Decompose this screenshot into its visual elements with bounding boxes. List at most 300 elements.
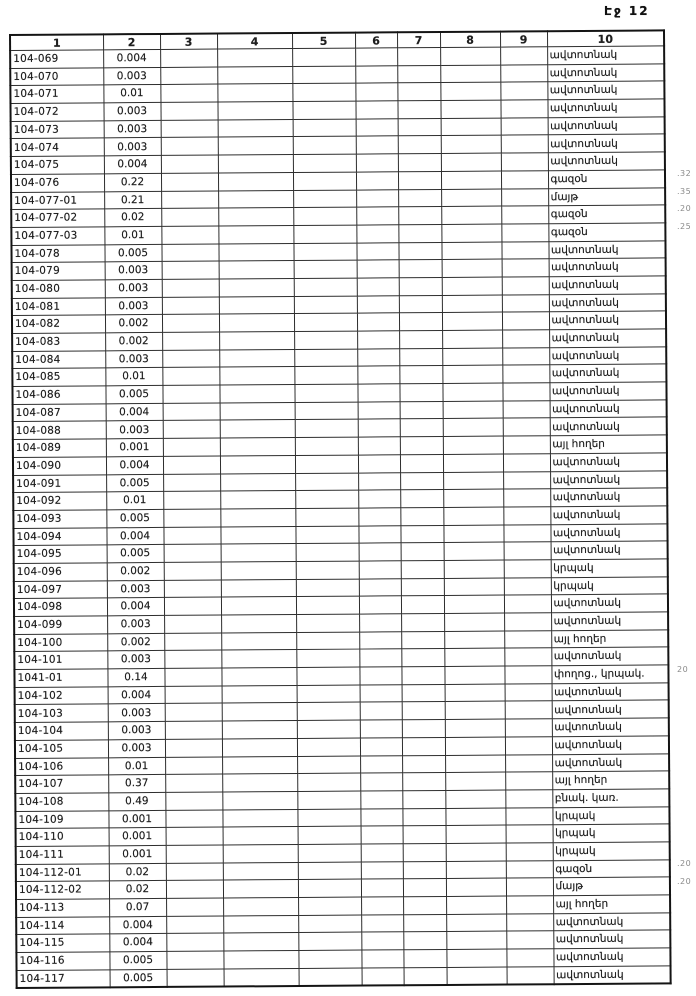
empty-cell xyxy=(503,489,550,507)
empty-cell xyxy=(294,313,357,331)
area-value-cell: 0.01 xyxy=(103,85,160,103)
column-header: 5 xyxy=(292,33,355,49)
empty-cell xyxy=(218,225,293,243)
pencil-margin-note: .20 xyxy=(677,859,692,869)
empty-cell xyxy=(356,189,398,207)
empty-cell xyxy=(403,879,446,897)
empty-cell xyxy=(162,385,219,403)
empty-cell xyxy=(356,242,398,260)
empty-cell xyxy=(500,82,547,100)
land-use-cell: մայթ xyxy=(548,187,665,206)
empty-cell xyxy=(219,385,294,403)
empty-cell xyxy=(161,226,218,244)
empty-cell xyxy=(164,650,221,668)
parcel-id-cell: 104-100 xyxy=(14,634,107,652)
empty-cell xyxy=(445,684,505,702)
parcel-id-cell: 104-070 xyxy=(10,68,103,86)
empty-cell xyxy=(356,172,398,190)
empty-cell xyxy=(296,632,359,650)
empty-cell xyxy=(222,774,297,792)
parcel-id-cell: 104-079 xyxy=(12,262,105,280)
empty-cell xyxy=(166,845,223,863)
empty-cell xyxy=(400,454,443,472)
empty-cell xyxy=(292,83,355,101)
empty-cell xyxy=(221,597,296,615)
empty-cell xyxy=(223,862,298,880)
land-use-cell: ավտոտնակ xyxy=(550,417,667,436)
empty-cell xyxy=(502,330,549,348)
empty-cell xyxy=(500,47,547,65)
empty-cell xyxy=(505,701,552,719)
parcel-id-cell: 104-071 xyxy=(10,85,103,103)
empty-cell xyxy=(358,472,400,490)
empty-cell xyxy=(358,525,400,543)
area-value-cell: 0.02 xyxy=(104,209,161,227)
empty-cell xyxy=(360,738,402,756)
empty-cell xyxy=(440,82,500,100)
empty-cell xyxy=(442,312,502,330)
land-use-cell: ավտոտնակ xyxy=(549,329,666,348)
empty-cell xyxy=(160,67,217,85)
empty-cell xyxy=(357,331,399,349)
empty-cell xyxy=(504,595,551,613)
parcel-id-cell: 104-112-02 xyxy=(16,881,109,899)
column-header: 10 xyxy=(547,30,664,46)
area-value-cell: 0.01 xyxy=(108,757,165,775)
area-value-cell: 0.003 xyxy=(108,704,165,722)
land-use-cell: ավտոտնակ xyxy=(547,64,664,83)
empty-cell xyxy=(398,171,441,189)
land-use-cell: ավտոտնակ xyxy=(550,506,667,525)
empty-cell xyxy=(399,277,442,295)
parcel-id-cell: 104-086 xyxy=(12,386,105,404)
empty-cell xyxy=(506,896,553,914)
empty-cell xyxy=(219,314,294,332)
pencil-margin-note: .20 xyxy=(677,876,692,886)
page-number-label: Էջ 12 xyxy=(604,4,650,18)
area-value-cell: 0.001 xyxy=(109,845,166,863)
land-use-cell: ավտոտնակ xyxy=(549,311,666,330)
empty-cell xyxy=(502,312,549,330)
empty-cell xyxy=(217,84,292,102)
area-value-cell: 0.002 xyxy=(107,633,164,651)
empty-cell xyxy=(505,719,552,737)
empty-cell xyxy=(166,880,223,898)
land-use-cell: ավտոտնակ xyxy=(550,523,667,542)
parcel-id-cell: 104-110 xyxy=(16,828,109,846)
empty-cell xyxy=(164,562,221,580)
empty-cell xyxy=(166,863,223,881)
parcel-id-cell: 104-074 xyxy=(11,138,104,156)
empty-cell xyxy=(360,720,402,738)
empty-cell xyxy=(162,297,219,315)
parcel-id-cell: 104-095 xyxy=(14,545,107,563)
pencil-margin-note: .32 xyxy=(677,168,692,178)
empty-cell xyxy=(502,277,549,295)
empty-cell xyxy=(294,366,357,384)
empty-cell xyxy=(441,224,501,242)
empty-cell xyxy=(357,366,399,384)
empty-cell xyxy=(223,827,298,845)
empty-cell xyxy=(361,826,403,844)
land-use-cell: ավտոտնակ xyxy=(550,400,667,419)
empty-cell xyxy=(504,630,551,648)
empty-cell xyxy=(220,455,295,473)
land-use-cell: այլ հողեր xyxy=(553,895,670,914)
empty-cell xyxy=(443,507,503,525)
empty-cell xyxy=(220,508,295,526)
empty-cell xyxy=(222,721,297,739)
land-use-cell: ավտոտնակ xyxy=(552,700,669,719)
land-use-cell: կրպակ xyxy=(553,824,670,843)
parcel-id-cell: 104-104 xyxy=(15,722,108,740)
empty-cell xyxy=(503,507,550,525)
parcel-id-cell: 104-112-01 xyxy=(16,863,109,881)
empty-cell xyxy=(357,313,399,331)
empty-cell xyxy=(503,454,550,472)
empty-cell xyxy=(223,951,298,969)
empty-cell xyxy=(166,951,223,969)
empty-cell xyxy=(446,896,506,914)
empty-cell xyxy=(293,207,356,225)
parcel-id-cell: 104-092 xyxy=(13,492,106,510)
empty-cell xyxy=(355,65,397,83)
land-use-cell: ավտոտնակ xyxy=(552,753,669,772)
empty-cell xyxy=(221,579,296,597)
empty-cell xyxy=(443,419,503,437)
empty-cell xyxy=(357,278,399,296)
area-value-cell: 0.003 xyxy=(106,421,163,439)
empty-cell xyxy=(403,914,446,932)
empty-cell xyxy=(442,277,502,295)
land-use-cell: ավտոտնակ xyxy=(547,81,664,100)
empty-cell xyxy=(221,650,296,668)
land-use-cell: ավտոտնակ xyxy=(549,258,666,277)
empty-cell xyxy=(358,419,400,437)
empty-cell xyxy=(219,349,294,367)
empty-cell xyxy=(504,666,551,684)
empty-cell xyxy=(218,119,293,137)
empty-cell xyxy=(506,913,553,931)
empty-cell xyxy=(217,66,292,84)
empty-cell xyxy=(293,243,356,261)
empty-cell xyxy=(161,155,218,173)
empty-cell xyxy=(223,933,298,951)
empty-cell xyxy=(295,437,358,455)
empty-cell xyxy=(296,667,359,685)
empty-cell xyxy=(503,436,550,454)
parcel-id-cell: 1041-01 xyxy=(14,669,107,687)
land-use-cell: ավտոտնակ xyxy=(551,612,668,631)
empty-cell xyxy=(163,509,220,527)
area-value-cell: 0.003 xyxy=(105,297,162,315)
empty-cell xyxy=(505,807,552,825)
land-use-cell: գազօն xyxy=(553,860,670,879)
empty-cell xyxy=(298,897,361,915)
empty-cell xyxy=(441,153,501,171)
empty-cell xyxy=(401,649,444,667)
land-use-cell: ավտոտնակ xyxy=(549,294,666,313)
empty-cell xyxy=(162,279,219,297)
land-use-cell: ավտոտնակ xyxy=(549,382,666,401)
empty-cell xyxy=(403,843,446,861)
empty-cell xyxy=(163,456,220,474)
parcel-id-cell: 104-075 xyxy=(11,156,104,174)
empty-cell xyxy=(164,633,221,651)
empty-cell xyxy=(444,595,504,613)
area-value-cell: 0.001 xyxy=(108,810,165,828)
pencil-margin-note: .20 xyxy=(677,204,692,214)
area-value-cell: 0.21 xyxy=(104,191,161,209)
area-value-cell: 0.07 xyxy=(109,898,166,916)
land-use-cell: ավտոտնակ xyxy=(552,718,669,737)
empty-cell xyxy=(219,332,294,350)
parcel-id-cell: 104-081 xyxy=(12,297,105,315)
parcel-id-cell: 104-069 xyxy=(10,50,103,68)
empty-cell xyxy=(358,455,400,473)
empty-cell xyxy=(445,701,505,719)
empty-cell xyxy=(397,47,440,65)
parcel-id-cell: 104-103 xyxy=(15,704,108,722)
land-use-cell: ավտոտնակ xyxy=(548,134,665,153)
parcel-id-cell: 104-108 xyxy=(15,793,108,811)
empty-cell xyxy=(164,615,221,633)
empty-cell xyxy=(506,843,553,861)
empty-cell xyxy=(443,436,503,454)
empty-cell xyxy=(161,244,218,262)
cadastral-table xyxy=(9,29,672,988)
empty-cell xyxy=(298,862,361,880)
land-use-cell: ավտոտնակ xyxy=(550,453,667,472)
empty-cell xyxy=(164,580,221,598)
parcel-id-cell: 104-098 xyxy=(14,598,107,616)
empty-cell xyxy=(503,418,550,436)
area-value-cell: 0.003 xyxy=(105,350,162,368)
empty-cell xyxy=(445,790,505,808)
empty-cell xyxy=(401,560,444,578)
empty-cell xyxy=(398,207,441,225)
empty-cell xyxy=(356,225,398,243)
empty-cell xyxy=(506,949,553,967)
land-use-cell: ավտոտնակ xyxy=(551,541,668,560)
parcel-id-cell: 104-080 xyxy=(12,280,105,298)
empty-cell xyxy=(224,968,299,986)
empty-cell xyxy=(402,773,445,791)
empty-cell xyxy=(502,294,549,312)
empty-cell xyxy=(503,471,550,489)
land-use-cell: ավտոտնակ xyxy=(554,966,671,985)
empty-cell xyxy=(440,47,500,65)
empty-cell xyxy=(222,791,297,809)
empty-cell xyxy=(403,896,446,914)
empty-cell xyxy=(163,474,220,492)
empty-cell xyxy=(162,332,219,350)
empty-cell xyxy=(361,844,403,862)
empty-cell xyxy=(400,525,443,543)
land-use-cell: փողոց., կրպակ. xyxy=(551,665,668,684)
empty-cell xyxy=(401,543,444,561)
empty-cell xyxy=(504,577,551,595)
empty-cell xyxy=(445,772,505,790)
empty-cell xyxy=(218,137,293,155)
empty-cell xyxy=(445,719,505,737)
empty-cell xyxy=(399,330,442,348)
empty-cell xyxy=(356,207,398,225)
empty-cell xyxy=(297,809,360,827)
land-use-cell: ավտոտնակ xyxy=(548,240,665,259)
empty-cell xyxy=(359,667,401,685)
empty-cell xyxy=(165,703,222,721)
empty-cell xyxy=(293,190,356,208)
empty-cell xyxy=(397,65,440,83)
empty-cell xyxy=(294,384,357,402)
parcel-id-cell: 104-096 xyxy=(14,563,107,581)
area-value-cell: 0.005 xyxy=(106,509,163,527)
empty-cell xyxy=(504,542,551,560)
parcel-id-cell: 104-077-02 xyxy=(11,209,104,227)
land-use-cell: ավտոտնակ xyxy=(551,594,668,613)
empty-cell xyxy=(504,648,551,666)
land-use-cell: ավտոտնակ xyxy=(547,99,664,118)
cadastral-table-wrap xyxy=(9,29,670,988)
area-value-cell: 0.005 xyxy=(110,969,167,987)
empty-cell xyxy=(503,524,550,542)
parcel-id-cell: 104-082 xyxy=(12,315,105,333)
empty-cell xyxy=(218,208,293,226)
empty-cell xyxy=(361,914,403,932)
empty-cell xyxy=(402,720,445,738)
parcel-id-cell: 104-099 xyxy=(14,616,107,634)
area-value-cell: 0.37 xyxy=(108,775,165,793)
area-value-cell: 0.001 xyxy=(106,439,163,457)
empty-cell xyxy=(443,489,503,507)
empty-cell xyxy=(441,136,501,154)
parcel-id-cell: 104-088 xyxy=(13,421,106,439)
empty-cell xyxy=(295,490,358,508)
empty-cell xyxy=(502,383,549,401)
empty-cell xyxy=(360,773,402,791)
empty-cell xyxy=(442,295,502,313)
empty-cell xyxy=(295,526,358,544)
empty-cell xyxy=(358,402,400,420)
empty-cell xyxy=(293,172,356,190)
empty-cell xyxy=(165,792,222,810)
area-value-cell: 0.003 xyxy=(103,67,160,85)
empty-cell xyxy=(403,861,446,879)
empty-cell xyxy=(446,878,506,896)
land-use-cell: մայթ xyxy=(553,877,670,896)
empty-cell xyxy=(357,295,399,313)
parcel-id-cell: 104-101 xyxy=(14,651,107,669)
empty-cell xyxy=(161,191,218,209)
empty-cell xyxy=(298,950,361,968)
land-use-cell: ավտոտնակ xyxy=(550,488,667,507)
empty-cell xyxy=(355,101,397,119)
empty-cell xyxy=(501,206,548,224)
empty-cell xyxy=(220,526,295,544)
empty-cell xyxy=(505,772,552,790)
parcel-id-cell: 104-097 xyxy=(14,580,107,598)
parcel-id-cell: 104-109 xyxy=(15,810,108,828)
empty-cell xyxy=(359,561,401,579)
empty-cell xyxy=(220,420,295,438)
empty-cell xyxy=(160,49,217,67)
empty-cell xyxy=(218,190,293,208)
empty-cell xyxy=(357,384,399,402)
empty-cell xyxy=(358,437,400,455)
empty-cell xyxy=(222,738,297,756)
empty-cell xyxy=(294,331,357,349)
empty-cell xyxy=(292,66,355,84)
empty-cell xyxy=(403,826,446,844)
empty-cell xyxy=(446,825,506,843)
empty-cell xyxy=(295,420,358,438)
parcel-id-cell: 104-115 xyxy=(16,934,109,952)
land-use-cell: այլ հողեր xyxy=(552,771,669,790)
empty-cell xyxy=(400,401,443,419)
parcel-id-cell: 104-107 xyxy=(15,775,108,793)
empty-cell xyxy=(356,119,398,137)
column-header: 7 xyxy=(397,32,440,48)
empty-cell xyxy=(220,473,295,491)
empty-cell xyxy=(403,932,446,950)
parcel-id-cell: 104-077-03 xyxy=(11,227,104,245)
table-row xyxy=(17,966,671,988)
empty-cell xyxy=(402,755,445,773)
land-use-cell: ավտոտնակ xyxy=(552,736,669,755)
empty-cell xyxy=(361,932,403,950)
empty-cell xyxy=(444,666,504,684)
area-value-cell: 0.004 xyxy=(103,49,160,67)
empty-cell xyxy=(298,915,361,933)
column-header: 1 xyxy=(10,34,103,50)
empty-cell xyxy=(398,154,441,172)
empty-cell xyxy=(298,844,361,862)
empty-cell xyxy=(360,755,402,773)
empty-cell xyxy=(356,154,398,172)
empty-cell xyxy=(293,225,356,243)
empty-cell xyxy=(506,825,553,843)
empty-cell xyxy=(501,135,548,153)
parcel-id-cell: 104-111 xyxy=(16,846,109,864)
area-value-cell: 0.49 xyxy=(108,792,165,810)
empty-cell xyxy=(163,420,220,438)
empty-cell xyxy=(361,897,403,915)
area-value-cell: 0.005 xyxy=(107,545,164,563)
empty-cell xyxy=(161,208,218,226)
empty-cell xyxy=(355,83,397,101)
empty-cell xyxy=(360,791,402,809)
empty-cell xyxy=(297,720,360,738)
empty-cell xyxy=(361,950,403,968)
empty-cell xyxy=(221,561,296,579)
empty-cell xyxy=(441,189,501,207)
empty-cell xyxy=(501,224,548,242)
parcel-id-cell: 104-093 xyxy=(13,510,106,528)
empty-cell xyxy=(160,102,217,120)
parcel-id-cell: 104-113 xyxy=(16,899,109,917)
area-value-cell: 0.14 xyxy=(107,668,164,686)
empty-cell xyxy=(294,260,357,278)
column-header: 2 xyxy=(103,34,160,50)
parcel-id-cell: 104-087 xyxy=(13,404,106,422)
empty-cell xyxy=(162,314,219,332)
area-value-cell: 0.01 xyxy=(104,226,161,244)
empty-cell xyxy=(441,242,501,260)
empty-cell xyxy=(443,454,503,472)
area-value-cell: 0.004 xyxy=(106,527,163,545)
empty-cell xyxy=(398,189,441,207)
